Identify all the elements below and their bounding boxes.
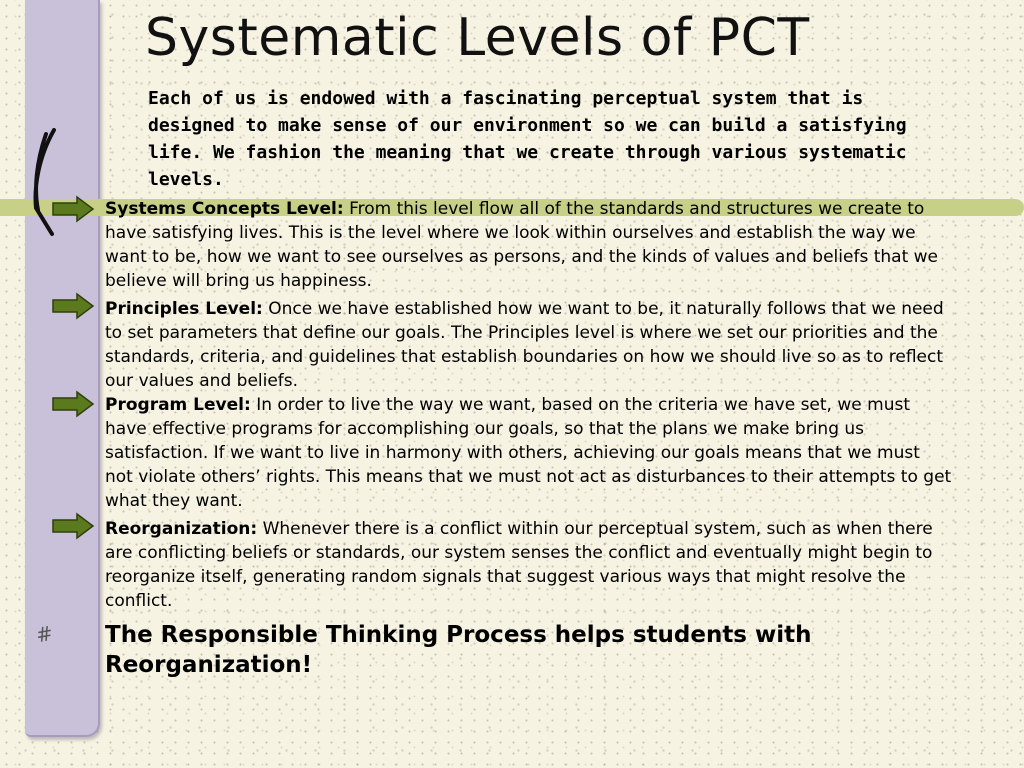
section-text: In order to live the way we want, based on the criteria we have set, we must have effective programs for accomplishing our goals, so that the plans we make bring us satisfaction. If we want to live in harmony with others, achieving our goals means that we must not violate others’ rights. This means that we must not act as disturbances to their attempts to get what they want. — [105, 395, 952, 511]
right-arrow-icon — [51, 512, 95, 540]
section-label: Principles Level: — [105, 299, 263, 319]
right-arrow-icon — [51, 292, 95, 320]
section-label: Systems Concepts Level: — [105, 199, 344, 219]
section-principles — [105, 297, 953, 393]
section-text: Whenever there is a conflict within our perceptual system, such as when there are conflicting beliefs or standards, our system senses the conflict and eventually might begin to reorganize itself, generating random signals that suggest various ways that might resolve the conflict. — [105, 519, 933, 611]
slide-title: Systematic Levels of PCT — [145, 8, 810, 68]
conclusion-text: The Responsible Thinking Process helps students with Reorganization! — [105, 622, 812, 678]
right-arrow-icon — [51, 195, 95, 223]
hash-doodle-icon: # — [34, 620, 55, 648]
right-arrow-icon — [51, 390, 95, 418]
section-text: Once we have established how we want to be, it naturally follows that we need to set parameters that define our goals. The Principles level is where we set our priorities and the standards, criteria, and guidelines that establish boundaries on how we should live so as to reflect our values and beliefs. — [105, 299, 944, 391]
section-label: Reorganization: — [105, 519, 258, 539]
section-reorganization — [105, 517, 953, 613]
section-program — [105, 393, 953, 513]
section-systems-concepts — [105, 197, 953, 293]
slide-subtitle: Each of us is endowed with a fascinating perceptual system that is designed to make sense of our environment so we can build a satisfying life. We fashion the meaning that we create through various systematic levels. — [148, 88, 907, 190]
section-label: Program Level: — [105, 395, 251, 415]
section-text: From this level flow all of the standards and structures we create to have satisfying lives. This is the level where we look within ourselves and establish the way we want to be, how we want to see ourselves as persons, and the kinds of values and beliefs that we believe will bring us happiness. — [105, 199, 938, 291]
